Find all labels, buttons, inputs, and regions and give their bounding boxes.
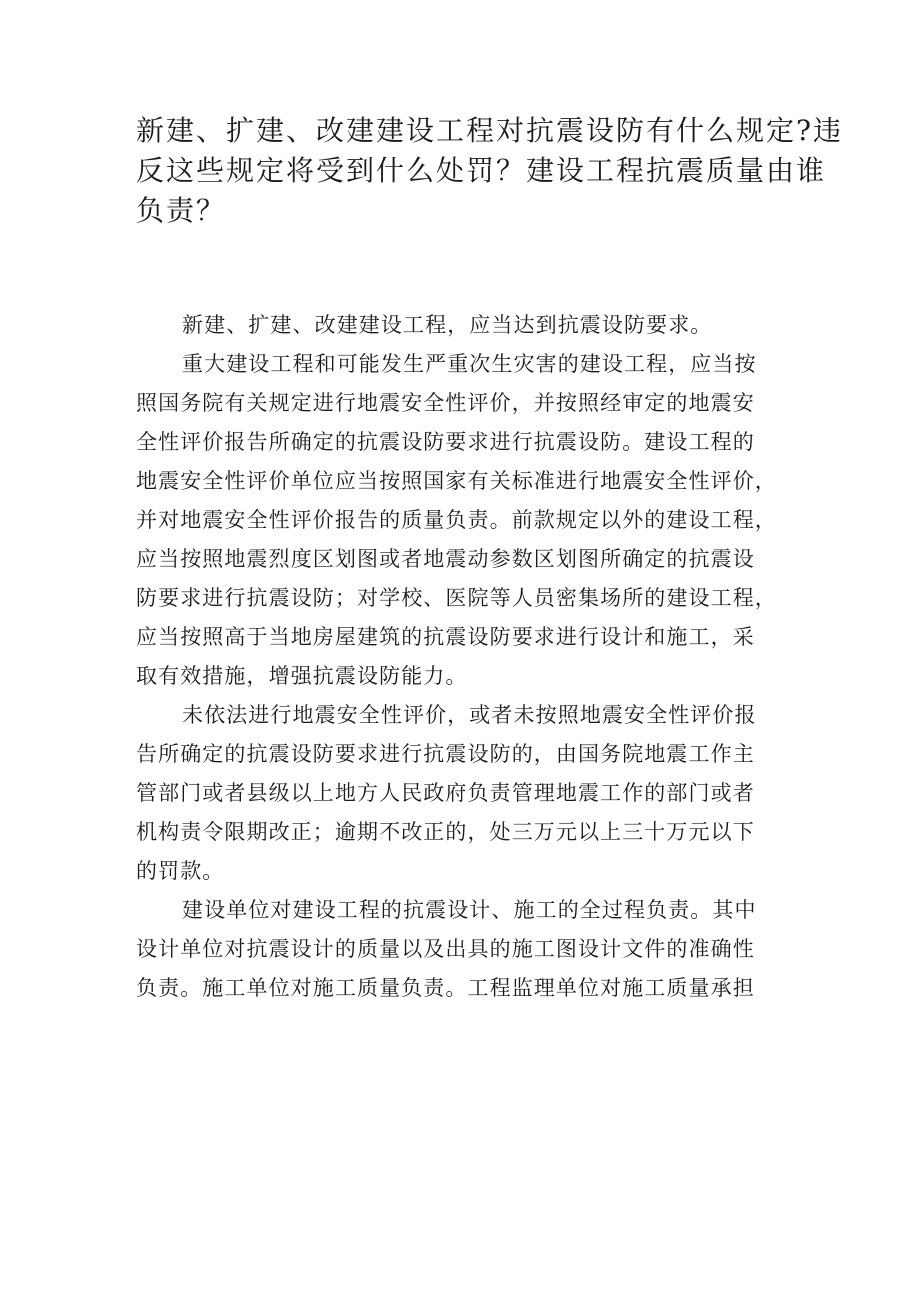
text-line: 未依法进行地震安全性评价，或者未按照地震安全性评价报	[182, 703, 757, 727]
text-line: 地震安全性评价单位应当按照国家有关标准进行地震安全性评价，	[136, 469, 777, 493]
text-line: 机构责令限期改正；逾期不改正的，处三万元以上三十万元以下	[136, 820, 755, 844]
text-line: 应当按照高于当地房屋建筑的抗震设防要求进行设计和施工，采	[136, 625, 755, 649]
title-line: 负责？	[136, 194, 227, 227]
title-line: 反这些规定将受到什么处罚？建设工程抗震质量由谁	[136, 154, 827, 187]
paragraph-3	[136, 696, 796, 891]
text-line: 防要求进行抗震设防；对学校、医院等人员密集场所的建设工程，	[136, 586, 777, 610]
text-line: 建设单位对建设工程的抗震设计、施工的全过程负责。其中	[182, 898, 757, 922]
text-line: 的罚款。	[136, 859, 225, 883]
text-line: 并对地震安全性评价报告的质量负责。前款规定以外的建设工程，	[136, 508, 777, 532]
document-title	[136, 111, 844, 231]
text-line: 告所确定的抗震设防要求进行抗震设防的，由国务院地震工作主	[136, 742, 755, 766]
document-body	[136, 306, 796, 1008]
text-line: 全性评价报告所确定的抗震设防要求进行抗震设防。建设工程的	[136, 430, 755, 454]
paragraph-2	[136, 345, 796, 696]
text-line: 重大建设工程和可能发生严重次生灾害的建设工程，应当按	[182, 352, 757, 376]
text-line: 新建、扩建、改建建设工程，应当达到抗震设防要求。	[182, 313, 713, 337]
text-line: 应当按照地震烈度区划图或者地震动参数区划图所确定的抗震设	[136, 547, 755, 571]
text-line: 设计单位对抗震设计的质量以及出具的施工图设计文件的准确性	[136, 937, 755, 961]
text-line: 负责。施工单位对施工质量负责。工程监理单位对施工质量承担	[136, 976, 755, 1000]
text-line: 取有效措施，增强抗震设防能力。	[136, 664, 468, 688]
paragraph-1	[136, 306, 796, 345]
paragraph-4	[136, 891, 796, 1008]
text-line: 管部门或者县级以上地方人民政府负责管理地震工作的部门或者	[136, 781, 755, 805]
text-line: 照国务院有关规定进行地震安全性评价，并按照经审定的地震安	[136, 391, 755, 415]
title-line: 新建、扩建、改建建设工程对抗震设防有什么规定?违	[136, 114, 844, 147]
